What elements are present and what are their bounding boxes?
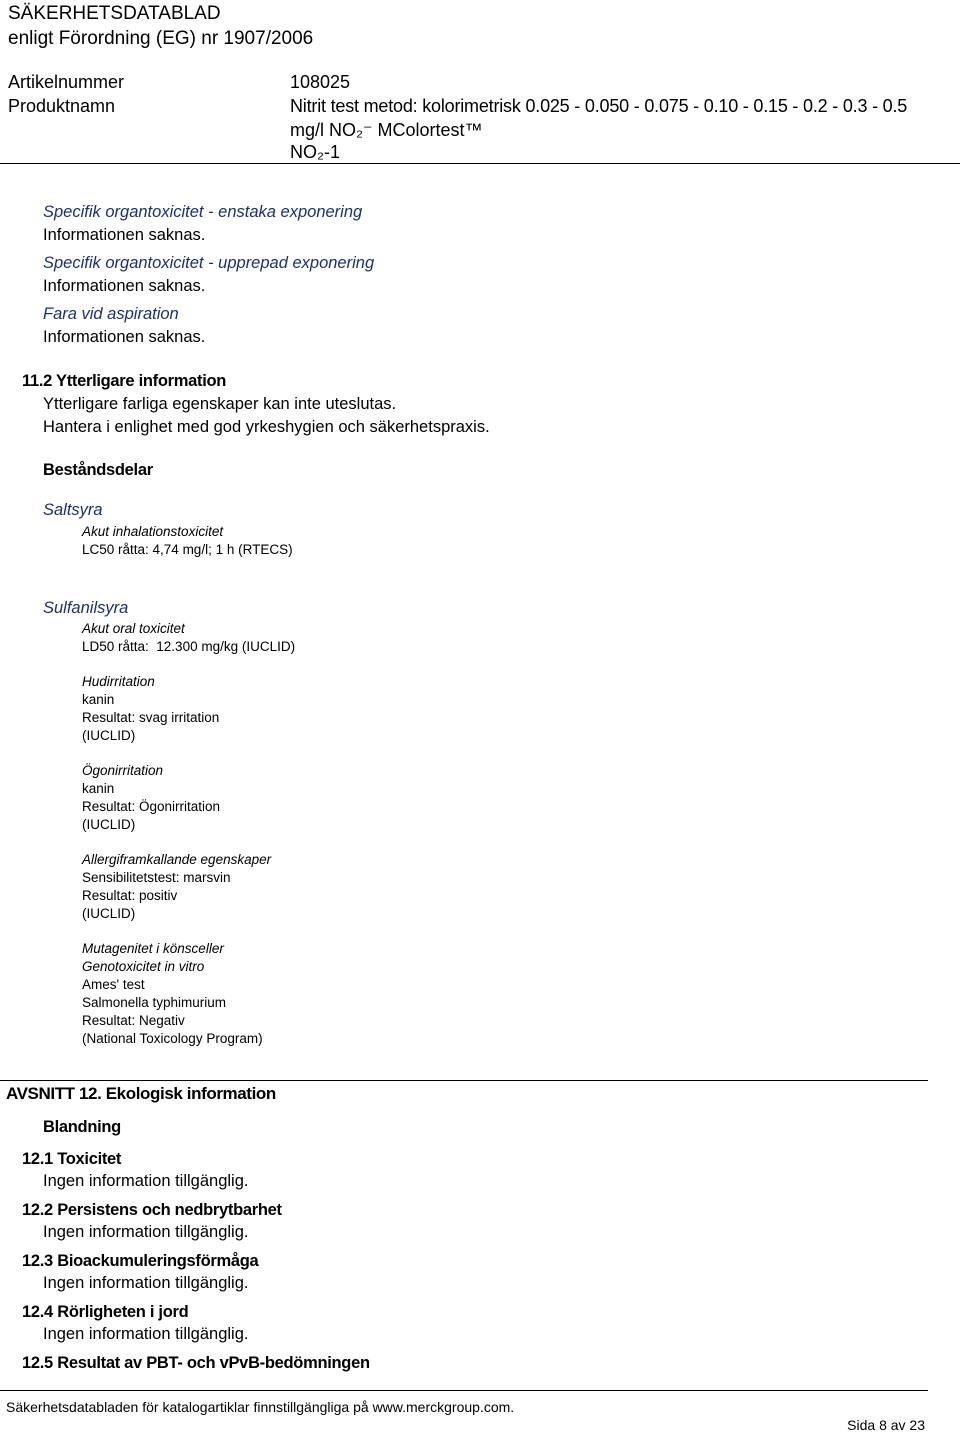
mixture-title: Blandning — [43, 1118, 121, 1136]
product-name-line2: mg/l NO₂⁻ MColortest™ — [290, 120, 483, 140]
stot-single-title: Specifik organtoxicitet - enstaka exponering — [43, 203, 363, 221]
soil-mobility-text: Ingen information tillgänglig. — [43, 1325, 249, 1343]
persistence-text: Ingen information tillgänglig. — [43, 1223, 249, 1241]
article-number-label: Artikelnummer — [8, 72, 125, 92]
stot-repeated-title: Specifik organtoxicitet - upprepad exponering — [43, 254, 375, 272]
sulfanilsyra-name: Sulfanilsyra — [43, 599, 129, 617]
regulation-text: enligt Förordning (EG) nr 1907/2006 — [8, 28, 314, 49]
saltsyra-inhalation-title: Akut inhalationstoxicitet — [82, 524, 224, 539]
bioaccumulation-text: Ingen information tillgänglig. — [43, 1274, 249, 1292]
soil-mobility-title: 12.4 Rörligheten i jord — [22, 1303, 189, 1321]
mutagenicity-title: Mutagenitet i könsceller — [82, 941, 224, 956]
toxicity-title: 12.1 Toxicitet — [22, 1150, 122, 1168]
footer-text: Säkerhetsdatabladen för katalogartiklar finnstillgängliga på www.merckgroup.com. — [6, 1399, 515, 1415]
saltsyra-name: Saltsyra — [43, 501, 103, 519]
header-divider — [0, 163, 960, 164]
document-title: SÄKERHETSDATABLAD — [8, 3, 221, 24]
pbt-assessment-title: 12.5 Resultat av PBT- och vPvB-bedömningen — [22, 1354, 370, 1372]
components-title: Beståndsdelar — [43, 461, 153, 479]
skin-irritation-line3: (IUCLID) — [82, 728, 136, 743]
stot-repeated-text: Informationen saknas. — [43, 277, 206, 295]
stot-single-text: Informationen saknas. — [43, 226, 206, 244]
toxicity-text: Ingen information tillgänglig. — [43, 1172, 249, 1190]
skin-irritation-line2: Resultat: svag irritation — [82, 710, 220, 725]
skin-irritation-line1: kanin — [82, 692, 115, 707]
section-divider — [0, 1080, 928, 1081]
eye-irritation-line1: kanin — [82, 781, 115, 796]
product-name-line3: NO₂-1 — [290, 142, 340, 162]
allergy-line1: Sensibilitetstest: marsvin — [82, 870, 231, 885]
allergy-line3: (IUCLID) — [82, 906, 136, 921]
mutagenicity-line3: Resultat: Negativ — [82, 1013, 185, 1028]
product-name-line1: Nitrit test metod: kolorimetrisk 0.025 - 0.050 - 0.075 - 0.10 - 0.15 - 0.2 - 0.3 - 0.5 — [290, 96, 908, 116]
footer-divider — [0, 1390, 928, 1391]
aspiration-text: Informationen saknas. — [43, 328, 206, 346]
additional-info-line1: Ytterligare farliga egenskaper kan inte uteslutas. — [43, 395, 397, 413]
page-number: Sida 8 av 23 — [847, 1417, 925, 1433]
bioaccumulation-title: 12.3 Bioackumuleringsförmåga — [22, 1252, 259, 1270]
additional-info-title: 11.2 Ytterligare information — [22, 372, 227, 390]
allergy-line2: Resultat: positiv — [82, 888, 178, 903]
section12-title: AVSNITT 12. Ekologisk information — [6, 1084, 276, 1103]
eye-irritation-title: Ögonirritation — [82, 763, 164, 778]
sulfanilsyra-oral-value: LD50 råtta: 12.300 mg/kg (IUCLID) — [82, 639, 296, 654]
allergy-title: Allergiframkallande egenskaper — [82, 852, 272, 867]
eye-irritation-line3: (IUCLID) — [82, 817, 136, 832]
skin-irritation-title: Hudirritation — [82, 674, 155, 689]
additional-info-line2: Hantera i enlighet med god yrkeshygien och säkerhetspraxis. — [43, 418, 490, 436]
product-name-label: Produktnamn — [8, 96, 116, 116]
genotoxicity-title: Genotoxicitet in vitro — [82, 959, 205, 974]
eye-irritation-line2: Resultat: Ögonirritation — [82, 799, 221, 814]
aspiration-title: Fara vid aspiration — [43, 305, 179, 323]
mutagenicity-line2: Salmonella typhimurium — [82, 995, 227, 1010]
sulfanilsyra-oral-title: Akut oral toxicitet — [82, 621, 185, 636]
mutagenicity-line1: Ames' test — [82, 977, 145, 992]
saltsyra-inhalation-value: LC50 råtta: 4,74 mg/l; 1 h (RTECS) — [82, 542, 293, 557]
article-number-value: 108025 — [290, 72, 351, 92]
mutagenicity-line4: (National Toxicology Program) — [82, 1031, 263, 1046]
persistence-title: 12.2 Persistens och nedbrytbarhet — [22, 1201, 282, 1219]
